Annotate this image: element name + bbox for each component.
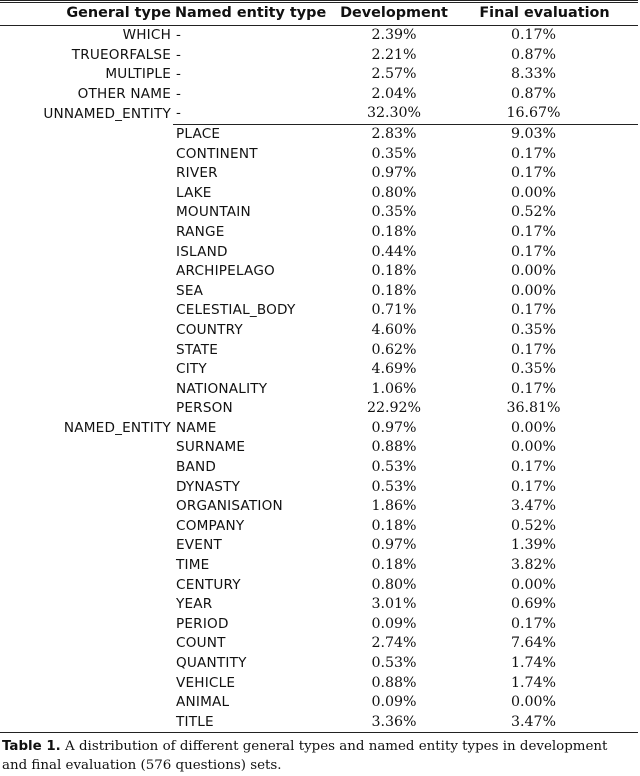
general-type-cell [0, 615, 173, 635]
table-row [0, 321, 638, 341]
caption-line-1: A distribution of different general types and named entity types in development [65, 739, 608, 754]
final-evaluation-cell: 0.17% [510, 145, 557, 162]
development-cell: 0.80% [371, 576, 417, 593]
named-entity-cell: COUNTRY [176, 321, 243, 338]
named-entity-cell: COUNT [176, 635, 226, 652]
general-type-cell [0, 321, 173, 341]
table-row [0, 203, 638, 223]
named-entity-cell: QUANTITY [176, 655, 247, 671]
final-evaluation-cell: 0.17% [510, 380, 557, 397]
development-cell: 0.62% [371, 341, 417, 358]
table-row [0, 124, 638, 144]
named-entity-cell: - [176, 27, 182, 43]
named-entity-cell: CENTURY [176, 576, 241, 593]
table-caption [2, 737, 640, 775]
final-evaluation-cell: 0.35% [510, 361, 557, 378]
development-cell: 22.92% [366, 400, 422, 417]
general-type-cell [0, 223, 173, 243]
final-evaluation-cell: 1.74% [510, 674, 557, 691]
header-final-evaluation: Final evaluation [479, 5, 610, 22]
named-entity-cell: LAKE [176, 184, 212, 201]
development-cell: 0.35% [371, 204, 417, 221]
named-entity-cell: SURNAME [176, 439, 246, 456]
named-entity-cell: - [176, 66, 182, 83]
table-row [0, 360, 638, 380]
table-row [0, 341, 638, 361]
table-row [0, 380, 638, 400]
table-row [0, 85, 638, 105]
named-entity-cell: STATE [176, 341, 219, 358]
final-evaluation-cell: 1.74% [510, 655, 557, 671]
named-entity-cell: - [176, 105, 182, 122]
development-cell: 0.44% [371, 243, 417, 260]
named-entity-cell: ANIMAL [176, 694, 230, 711]
final-evaluation-cell: 0.17% [510, 243, 557, 260]
final-evaluation-cell: 36.81% [506, 400, 561, 417]
development-cell: 0.18% [371, 557, 417, 574]
named-entity-cell: BAND [176, 459, 217, 476]
table-row [0, 674, 638, 694]
table-row [0, 478, 638, 498]
final-evaluation-cell: 16.67% [506, 105, 561, 122]
named-entity-cell: PERSON [176, 400, 233, 417]
table-row [0, 301, 638, 321]
final-evaluation-cell: 0.17% [510, 27, 557, 43]
final-evaluation-cell: 0.17% [510, 165, 557, 182]
development-cell: 2.39% [371, 27, 417, 43]
final-evaluation-cell: 3.47% [510, 498, 557, 515]
general-type-cell: UNNAMED_ENTITY [43, 105, 171, 122]
general-type-cell: WHICH [122, 27, 171, 43]
development-cell: 1.06% [371, 380, 417, 397]
final-evaluation-cell: 0.00% [510, 419, 557, 436]
table-row [0, 654, 638, 674]
table-row [0, 243, 638, 263]
final-evaluation-cell: 0.35% [510, 321, 557, 338]
final-evaluation-cell: 3.47% [451, 713, 638, 733]
general-type-cell [0, 341, 173, 361]
general-type-cell: TRUEORFALSE [71, 46, 171, 63]
final-evaluation-cell: 0.17% [510, 615, 557, 632]
final-evaluation-cell: 0.17% [510, 478, 557, 495]
header-named-entity-type: Named entity type [175, 5, 327, 22]
named-entity-cell: EVENT [176, 537, 222, 554]
development-cell: 0.09% [371, 615, 417, 632]
general-type-cell [0, 713, 173, 733]
development-cell: 0.71% [371, 302, 417, 319]
named-entity-cell: YEAR [176, 596, 213, 613]
development-cell: 2.83% [337, 124, 451, 144]
table-row [0, 517, 638, 537]
caption-label: Table 1. [2, 739, 61, 754]
general-type-cell [0, 243, 173, 263]
general-type-cell [0, 399, 173, 419]
named-entity-cell: DYNASTY [176, 478, 241, 495]
general-type-cell [0, 595, 173, 615]
development-cell: 0.88% [371, 439, 417, 456]
general-type-cell [0, 654, 173, 674]
general-type-cell [0, 497, 173, 517]
named-entity-cell: RIVER [176, 165, 218, 182]
named-entity-cell: CITY [176, 361, 207, 378]
header-development: Development [340, 5, 448, 22]
development-cell: 2.57% [371, 66, 417, 83]
development-cell: 4.69% [371, 361, 417, 378]
table-row [0, 262, 638, 282]
table-row [0, 693, 638, 713]
development-cell: 0.09% [371, 694, 417, 711]
general-type-cell [0, 184, 173, 204]
table-row [0, 556, 638, 576]
development-cell: 2.04% [371, 85, 417, 102]
general-type-cell [0, 301, 173, 321]
development-cell: 2.74% [371, 635, 417, 652]
named-entity-cell: VEHICLE [176, 674, 236, 691]
final-evaluation-cell: 8.33% [510, 66, 557, 83]
development-cell: 3.01% [371, 596, 417, 613]
named-entity-cell: NATIONALITY [176, 380, 268, 397]
named-entity-cell: PLACE [173, 124, 337, 144]
final-evaluation-cell: 0.87% [510, 46, 557, 63]
development-cell: 2.21% [371, 46, 417, 63]
final-evaluation-cell: 0.00% [510, 439, 557, 456]
general-type-cell: NAMED_ENTITY [63, 419, 171, 436]
table-row [0, 223, 638, 243]
general-type-cell [0, 576, 173, 596]
general-type-cell [0, 360, 173, 380]
development-cell: 0.53% [371, 459, 417, 476]
general-type-cell [0, 438, 173, 458]
final-evaluation-cell: 0.00% [510, 184, 557, 201]
final-evaluation-cell: 1.39% [510, 537, 557, 554]
table-row [0, 576, 638, 596]
table-row [0, 438, 638, 458]
table-row [0, 164, 638, 184]
table-row [0, 615, 638, 635]
development-cell: 0.97% [371, 537, 417, 554]
general-type-cell [0, 282, 173, 302]
development-cell: 0.53% [371, 478, 417, 495]
named-entity-cell: ARCHIPELAGO [176, 263, 275, 280]
development-cell: 0.88% [371, 674, 417, 691]
general-type-cell [0, 478, 173, 498]
final-evaluation-cell: 0.69% [510, 596, 557, 613]
development-cell: 4.60% [371, 321, 417, 338]
named-entity-cell: - [176, 85, 182, 102]
table-row [0, 26, 638, 46]
general-type-cell [0, 145, 173, 165]
final-evaluation-cell: 0.17% [510, 459, 557, 476]
general-type-cell [0, 262, 173, 282]
development-cell: 3.36% [337, 713, 451, 733]
named-entity-cell: NAME [176, 419, 217, 436]
named-entity-cell: CONTINENT [176, 145, 258, 162]
final-evaluation-cell: 0.17% [510, 302, 557, 319]
general-type-cell [0, 536, 173, 556]
table-row [0, 65, 638, 85]
final-evaluation-cell: 0.00% [510, 694, 557, 711]
table-body [0, 26, 638, 733]
table-row [0, 497, 638, 517]
development-cell: 0.53% [371, 655, 417, 671]
named-entity-cell: PERIOD [176, 615, 229, 632]
general-type-cell [0, 517, 173, 537]
general-type-cell [0, 124, 173, 144]
named-entity-cell: COMPANY [176, 517, 245, 534]
table-header-row [0, 2, 638, 26]
table-row [0, 184, 638, 204]
named-entity-cell: ORGANISATION [176, 498, 283, 515]
table-row [0, 595, 638, 615]
general-type-cell [0, 164, 173, 184]
general-type-cell [0, 556, 173, 576]
development-cell: 32.30% [366, 105, 422, 122]
final-evaluation-cell: 0.17% [510, 341, 557, 358]
development-cell: 0.97% [371, 419, 417, 436]
general-type-cell: OTHER NAME [77, 85, 171, 102]
table-row [0, 104, 638, 124]
named-entity-cell: TITLE [173, 713, 337, 733]
named-entity-cell: - [176, 46, 182, 63]
table-row [0, 145, 638, 165]
table-row [0, 419, 638, 439]
named-entity-cell: CELESTIAL_BODY [176, 302, 296, 319]
header-general-type: General type [66, 5, 171, 22]
named-entity-cell: RANGE [176, 223, 225, 240]
final-evaluation-cell: 0.52% [510, 517, 557, 534]
development-cell: 0.80% [371, 184, 417, 201]
named-entity-cell: ISLAND [176, 243, 228, 260]
named-entity-cell: MOUNTAIN [176, 204, 251, 221]
final-evaluation-cell: 0.17% [510, 223, 557, 240]
named-entity-cell: SEA [176, 282, 204, 299]
table-row [0, 634, 638, 654]
table-row [0, 282, 638, 302]
caption-line-2: and final evaluation (576 questions) sets. [2, 758, 282, 773]
final-evaluation-cell: 3.82% [510, 557, 557, 574]
table-row [0, 46, 638, 66]
general-type-cell [0, 674, 173, 694]
development-cell: 1.86% [371, 498, 417, 515]
general-type-cell [0, 458, 173, 478]
final-evaluation-cell: 0.87% [510, 85, 557, 102]
final-evaluation-cell: 0.52% [510, 204, 557, 221]
development-cell: 0.18% [371, 282, 417, 299]
table-row [0, 713, 638, 733]
final-evaluation-cell: 0.00% [510, 263, 557, 280]
development-cell: 0.18% [371, 517, 417, 534]
final-evaluation-cell: 0.00% [510, 282, 557, 299]
general-type-cell [0, 380, 173, 400]
table-row [0, 399, 638, 419]
development-cell: 0.97% [371, 165, 417, 182]
table-row [0, 536, 638, 556]
general-type-cell: MULTIPLE [105, 66, 171, 83]
development-cell: 0.18% [371, 223, 417, 240]
general-type-cell [0, 693, 173, 713]
final-evaluation-cell: 9.03% [451, 124, 638, 144]
development-cell: 0.18% [371, 263, 417, 280]
table-row [0, 458, 638, 478]
final-evaluation-cell: 0.00% [510, 576, 557, 593]
general-type-cell [0, 634, 173, 654]
final-evaluation-cell: 7.64% [510, 635, 557, 652]
general-type-cell [0, 203, 173, 223]
named-entity-cell: TIME [176, 557, 210, 574]
development-cell: 0.35% [371, 145, 417, 162]
